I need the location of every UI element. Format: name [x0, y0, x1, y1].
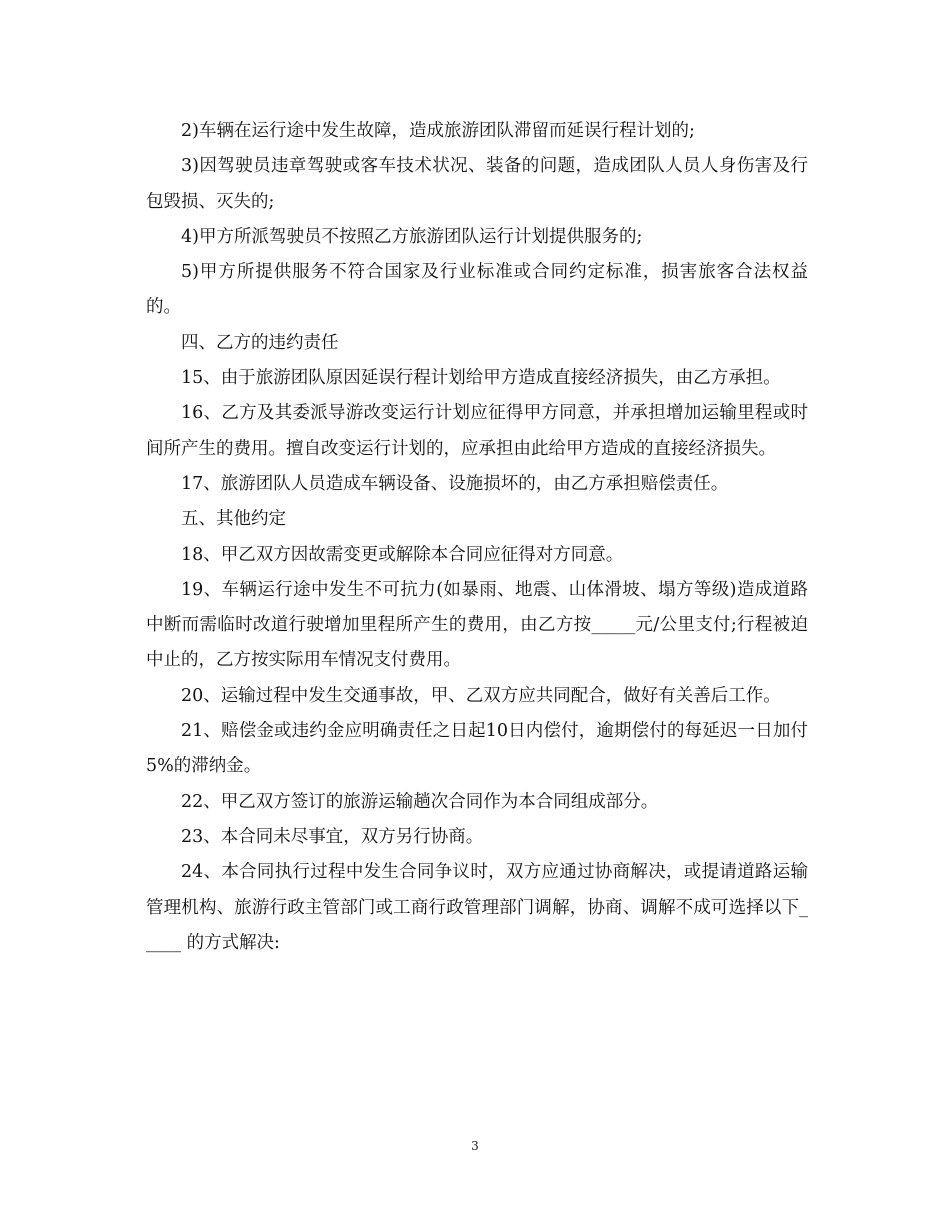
paragraph-clause-3: 3)因驾驶员违章驾驶或客车技术状况、装备的问题，造成团队人员人身伤害及行包毁损、灭失的; — [146, 156, 808, 212]
paragraph-clause-4: 4)甲方所派驾驶员不按照乙方旅游团队运行计划提供服务的; — [181, 226, 643, 247]
document-body — [146, 114, 808, 961]
section-heading-party-b-liability: 四、乙方的违约责任 — [181, 332, 339, 353]
section-heading-other-terms: 五、其他约定 — [181, 509, 286, 530]
paragraph-article-19: 19、车辆运行途中发生不可抗力(如暴雨、地震、山体滑坡、塌方等级)造成道路中断而需临时改道行驶增加里程所产生的费用，由乙方按_____元/公里支付;行程被迫中止的，乙方按实际用车情况支付费用。 — [146, 579, 808, 671]
paragraph-article-18: 18、甲乙双方因故需变更或解除本合同应征得对方同意。 — [181, 544, 624, 565]
paragraph-article-22: 22、甲乙双方签订的旅游运输趟次合同作为本合同组成部分。 — [181, 791, 659, 812]
page-number: 3 — [471, 1139, 479, 1153]
paragraph-clause-5: 5)甲方所提供服务不符合国家及行业标准或合同约定标准，损害旅客合法权益的。 — [146, 262, 808, 318]
paragraph-article-17: 17、旅游团队人员造成车辆设备、设施损坏的，由乙方承担赔偿责任。 — [181, 473, 729, 494]
paragraph-article-16: 16、乙方及其委派导游改变运行计划应征得甲方同意，并承担增加运输里程或时间所产生的费用。擅自改变运行计划的，应承担由此给甲方造成的直接经济损失。 — [146, 403, 808, 459]
paragraph-article-15: 15、由于旅游团队原因延误行程计划给甲方造成直接经济损失，由乙方承担。 — [181, 368, 781, 389]
paragraph-article-21: 21、赔偿金或违约金应明确责任之日起10日内偿付，逾期偿付的每延迟一日加付5%的滞纳金。 — [146, 721, 808, 777]
paragraph-article-23: 23、本合同未尽事宜，双方另行协商。 — [181, 826, 484, 847]
paragraph-article-24: 24、本合同执行过程中发生合同争议时，双方应通过协商解决，或提请道路运输管理机构、旅游行政主管部门或工商行政管理部门调解，协商、调解不成可选择以下_____ 的方式解决: — [146, 862, 808, 953]
paragraph-article-20: 20、运输过程中发生交通事故，甲、乙双方应共同配合，做好有关善后工作。 — [181, 685, 781, 706]
paragraph-clause-2: 2)车辆在运行途中发生故障，造成旅游团队滞留而延误行程计划的; — [181, 121, 695, 141]
